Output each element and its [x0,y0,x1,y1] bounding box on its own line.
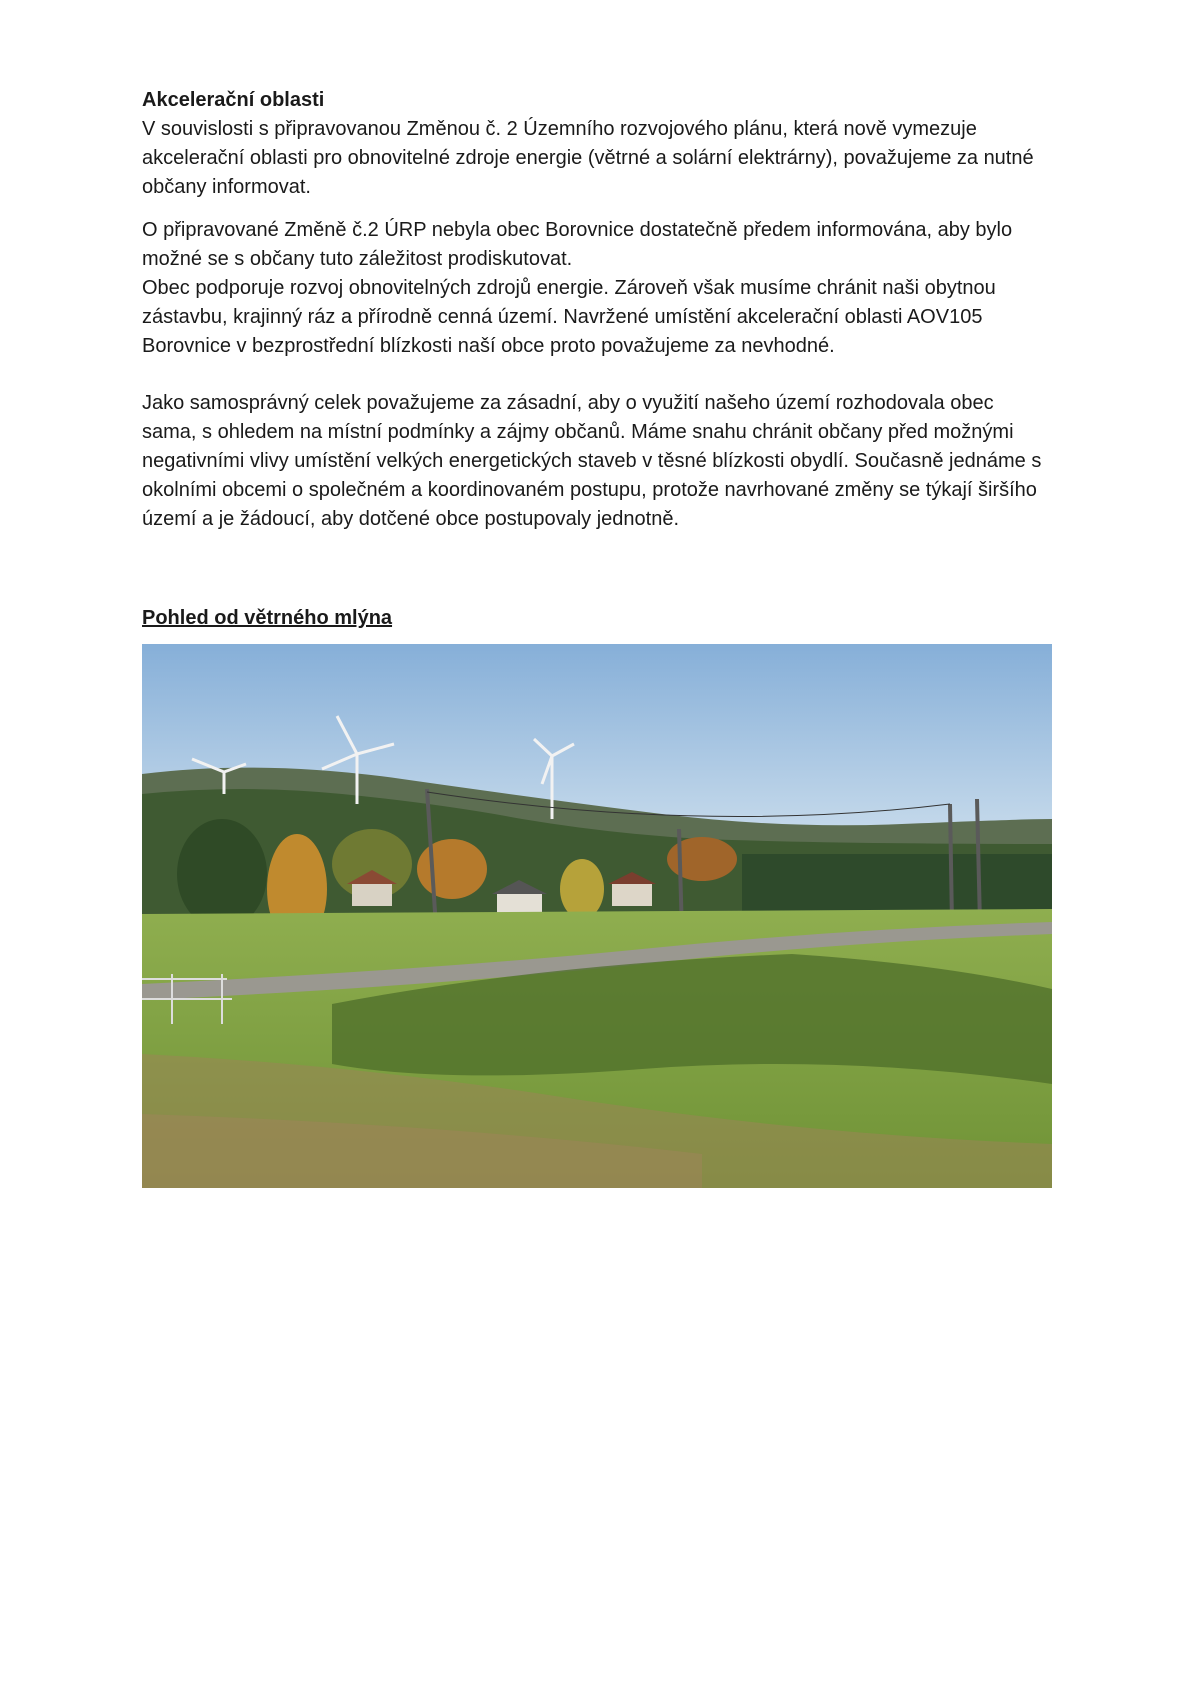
landscape-photo [142,644,1052,1188]
paragraph-intro: V souvislosti s připravovanou Změnou č. 2 Územního rozvojového plánu, která nově vymezuje akcelerační oblasti pro obnovitelné zdroje energie (větrné a solární elektrárny), považujeme za nutné občany informovat. [142,118,1034,198]
paragraph-support: Obec podporuje rozvoj obnovitelných zdrojů energie. Zároveň však musíme chránit naši obytnou zástavbu, krajinný ráz a přírodně cenná území. Navržené umístění akcelerační oblasti AOV105 Borovnice v bezprostřední blízkosti naší obce proto považujeme za nevhodné. [142,277,996,357]
document-page [142,86,1052,633]
section-heading: Akcelerační oblasti [142,89,325,111]
photo-heading: Pohled od větrného mlýna [142,607,393,629]
paragraph-information: O připravované Změně č.2 ÚRP nebyla obec Borovnice dostatečně předem informována, aby bylo možné se s občany tuto záležitost prodiskutovat. [142,219,1013,270]
paragraph-self-government: Jako samosprávný celek považujeme za zásadní, aby o využití našeho území rozhodovala obec sama, s ohledem na místní podmínky a zájmy občanů. Máme snahu chránit občany před možnými negativními vlivy umístění velkých energetických staveb v těsné blízkosti obydlí. Současně jednáme s okolními obcemi o společném a koordinovaném postupu, protože navrhované změny se týkají širšího území a je žádoucí, aby dotčené obce postupovaly jednotně. [142,392,1042,530]
